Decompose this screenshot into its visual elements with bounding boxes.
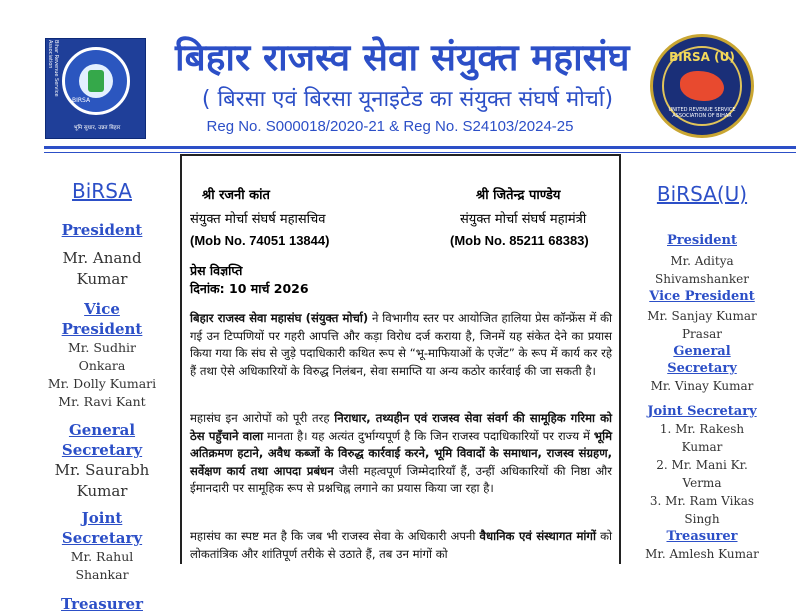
- signatory-right-role: संयुक्त मोर्चा संघर्ष महामंत्री: [460, 212, 587, 227]
- vice-president-name: Prasar: [681, 327, 722, 341]
- general-secretary-name: Mr. Saurabh: [54, 461, 150, 479]
- joint-secretary-name: Mr. Rahul Shankar: [70, 549, 134, 582]
- right-sidebar: [642, 160, 762, 563]
- general-secretary-label: General Secretary: [667, 344, 737, 376]
- logo-acronym: BIRSA: [72, 97, 91, 104]
- birsa-u-brand: BiRSA(U): [656, 182, 748, 206]
- birsa-logo-icon: [45, 38, 146, 139]
- logo-name: BIRSA (U): [669, 50, 735, 64]
- press-release-title: प्रेस विज्ञप्ति: [190, 263, 243, 278]
- body-paragraph-3: [190, 528, 612, 563]
- vice-president-label: Vice President: [649, 289, 755, 304]
- joint-secretary-label: Joint Secretary: [61, 509, 143, 547]
- birsa-u-logo-icon: [650, 34, 754, 138]
- body-p3-bold: वैधानिक एवं संस्थागत मांगों: [479, 529, 596, 543]
- general-secretary-label: Secretary: [61, 441, 143, 459]
- joint-secretary-label: Joint Secretary: [647, 404, 757, 419]
- body-p2-text: जैसी महत्वपूर्ण जिम्मेदारियाँ हैं, उन्हीं अधिकारियों की निष्ठा और ईमानदारी पर सामूहिक रूप से प्रश्नचिह्न लगाने का प्रयास किया जा रहा है।: [190, 463, 613, 496]
- press-release-date: दिनांक: 10 मार्च 2026: [190, 281, 309, 296]
- birsa-brand: BiRSA: [72, 179, 132, 203]
- logo-emblem-icon: [79, 64, 113, 98]
- president-name-line: Mr. Aditya: [670, 254, 734, 268]
- joint-secretary-name: 2. Mr. Mani Kr.: [656, 458, 748, 472]
- signatory-right-name: श्री जितेन्द्र पाण्डेय: [476, 188, 561, 203]
- general-secretary-name: Kumar: [76, 482, 128, 500]
- joint-secretary-name: Kumar: [681, 440, 723, 454]
- president-label: President: [667, 233, 737, 248]
- body-p3-text: महासंघ का स्पष्ट मत है कि जब भी राजस्व सेवा के अधिकारी अपनी: [190, 529, 480, 543]
- logo-tagline: भूमि सुधार, उन्नत बिहार: [73, 125, 121, 131]
- logo-ring: [62, 47, 130, 115]
- joint-secretary-name: 3. Mr. Ram Vikas: [649, 494, 755, 508]
- vice-president-name: Mr. Ravi Kant: [58, 394, 146, 409]
- body-p2-text: मानता है। यह अत्यंत दुर्भाग्यपूर्ण है कि जिन राजस्व पदाधिकारियों पर राज्य में: [263, 428, 594, 443]
- registration-number: Reg No. S000018/2020-21 & Reg No. S24103/2024-25: [206, 118, 574, 135]
- joint-secretary-name: Singh: [684, 512, 720, 526]
- president-name-line: Shivamshanker: [655, 272, 749, 286]
- header-divider: [44, 146, 796, 149]
- header-divider-thin: [44, 152, 796, 153]
- logo-ring-text: Bihar Revenue Service Association: [47, 40, 59, 97]
- president-name-line: Mr. Anand: [62, 249, 142, 267]
- body-p3-text: को लोकतांत्रिक और शांतिपूर्ण तरीके से उठाते हैं, तब उन मांगों को: [190, 529, 613, 561]
- body-p2-bold: भूमि अतिक्रमण हटाने, अवैध कब्जों के विरुद्ध कार्रवाई करने, भूमि विवादों के समाधान, राजस्व संग्रहण, सर्वेक्षण कार्य तथा आपदा प्रबंधन: [190, 428, 613, 478]
- vice-president-name: Mr. Dolly Kumari: [47, 376, 157, 391]
- signatory-left-name: श्री रजनी कांत: [202, 188, 270, 203]
- page-subtitle: ( बिरसा एवं बिरसा यूनाइटेड का संयुक्त संघर्ष मोर्चा): [201, 87, 614, 112]
- body-p2-text: महासंघ इन आरोपों को पूरी तरह: [190, 411, 335, 425]
- vice-president-name: Mr. Sanjay Kumar: [647, 309, 757, 323]
- body-paragraph-2: [190, 410, 612, 498]
- treasurer-label: Treasurer: [61, 595, 143, 613]
- treasurer-name: Mr. Amlesh Kumar: [645, 547, 759, 561]
- body-p1-text: ने विभागीय स्तर पर आयोजित हालिया प्रेस कॉन्फ्रेंस में की गई उन टिप्पणियों पर गहरी आपत्ति और कड़ा विरोध दर्ज कराया है, जिनमें यह संकेत देने का प्रयास किया गया कि संघ से जुड़े पदाधिकारी कथित रूप से “भू-माफियाओं के एजेंट” के रूप में कार्य कर रहे हैं तथा ऐसे अधिकारियों के विरुद्ध निलंबन, सेवा समाप्ति या अन्य कठोर कार्रवाई की जा सकती है।: [190, 311, 612, 378]
- left-sidebar: [44, 160, 160, 614]
- body-paragraph-1: [190, 310, 612, 380]
- president-label: President: [61, 221, 143, 239]
- page-title: बिहार राजस्व सेवा संयुक्त महासंघ: [175, 36, 630, 79]
- signatory-left-role: संयुक्त मोर्चा संघर्ष महासचिव: [190, 212, 326, 227]
- body-p2-bold: निराधार, तथ्यहीन एवं राजस्व सेवा संवर्ग की सामूहिक गरिमा को ठेस पहुँचाने वाला: [190, 411, 612, 443]
- logo-subtext: UNITED REVENUE SERVICE ASSOCIATION OF BIHAR: [668, 107, 736, 119]
- body-p1-bold: बिहार राजस्व सेवा महासंघ (संयुक्त मोर्चा): [190, 311, 369, 325]
- joint-secretary-name: 1. Mr. Rakesh: [659, 422, 745, 436]
- president-name-line: Kumar: [76, 270, 128, 288]
- treasurer-label: Treasurer: [666, 529, 738, 544]
- general-secretary-name: Mr. Vinay Kumar: [650, 379, 754, 393]
- signatory-left-mobile: (Mob No. 74051 13844): [190, 233, 330, 248]
- press-release-header: [190, 262, 309, 298]
- joint-secretary-name: Verma: [682, 476, 722, 490]
- general-secretary-label: General: [68, 421, 136, 439]
- vice-president-name: Mr. Sudhir Onkara: [68, 340, 136, 373]
- vice-president-label: Vice President: [61, 300, 143, 338]
- signatory-right-mobile: (Mob No. 85211 68383): [450, 233, 589, 248]
